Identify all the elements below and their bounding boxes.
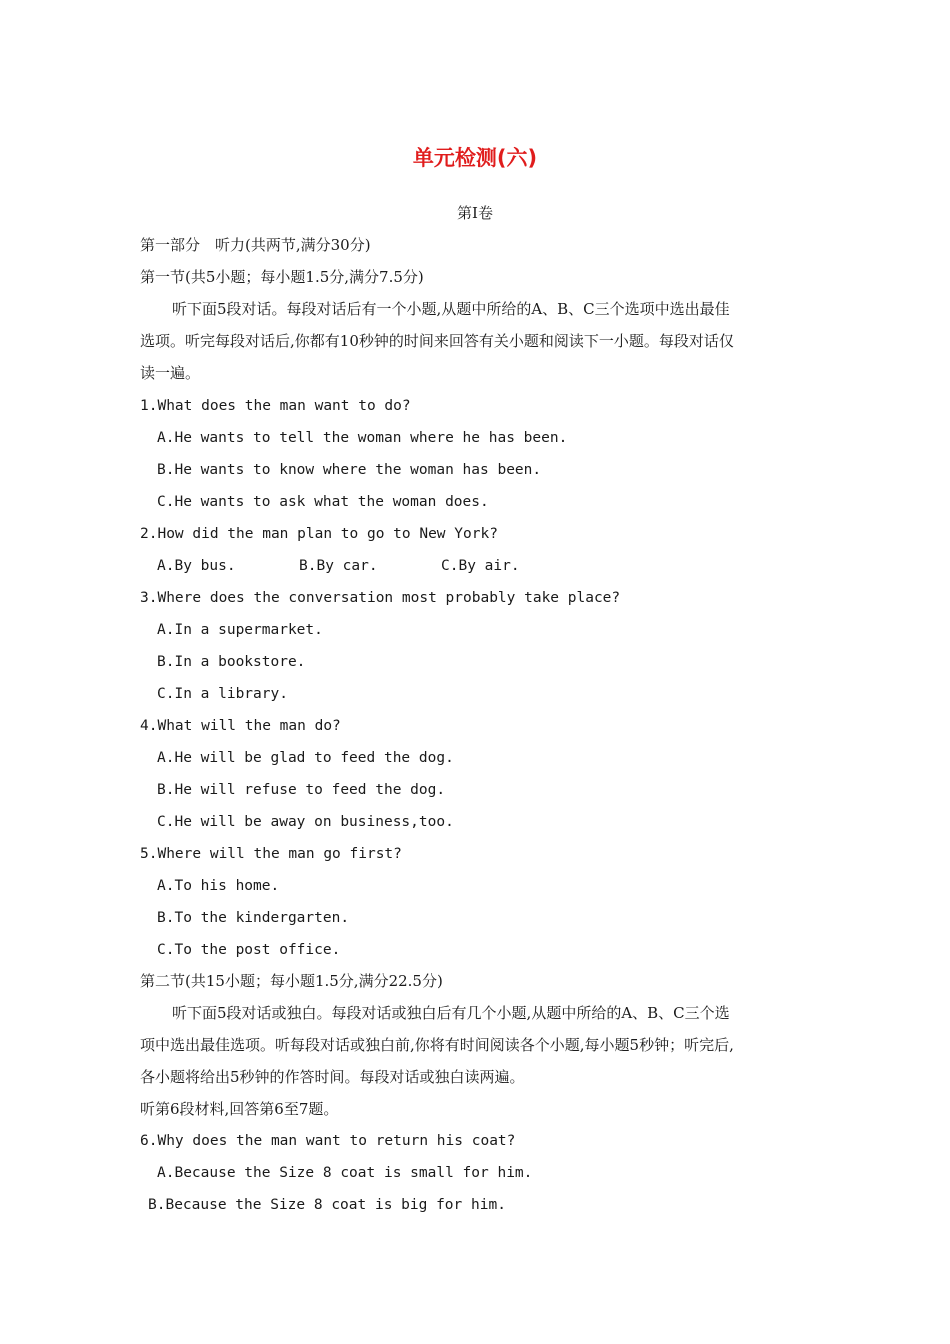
section1-instruction-line: 读一遍。 — [140, 364, 201, 382]
question-4-option-b: B.He will refuse to feed the dog. — [157, 782, 446, 798]
question-5-option-b: B.To the kindergarten. — [157, 910, 350, 926]
question-2-option-a: A.By bus. — [157, 558, 236, 574]
section2-heading: 第二节(共15小题；每小题1.5分,满分22.5分) — [140, 972, 443, 990]
question-6-option-b: B.Because the Size 8 coat is big for him. — [148, 1197, 506, 1213]
section1-heading: 第一节(共5小题；每小题1.5分,满分7.5分) — [140, 268, 424, 286]
question-5-option-c: C.To the post office. — [157, 942, 341, 958]
material-6-heading: 听第6段材料,回答第6至7题。 — [140, 1100, 339, 1118]
question-5-stem: 5.Where will the man go first? — [140, 846, 402, 862]
question-5-option-a: A.To his home. — [157, 878, 280, 894]
question-3-option-c: C.In a library. — [157, 686, 288, 702]
question-2-option-c: C.By air. — [441, 558, 520, 574]
question-6-option-a: A.Because the Size 8 coat is small for him. — [157, 1165, 533, 1181]
section1-instruction-line: 选项。听完每段对话后,你都有10秒钟的时间来回答有关小题和阅读下一小题。每段对话仅 — [140, 332, 734, 350]
question-1-option-b: B.He wants to know where the woman has been. — [157, 462, 542, 478]
question-1-option-a: A.He wants to tell the woman where he has been. — [157, 430, 568, 446]
question-6-stem: 6.Why does the man want to return his coat? — [140, 1133, 516, 1149]
section2-instruction-line: 各小题将给出5秒钟的作答时间。每段对话或独白读两遍。 — [140, 1068, 525, 1086]
question-4-stem: 4.What will the man do? — [140, 718, 341, 734]
question-3-stem: 3.Where does the conversation most probably take place? — [140, 590, 621, 606]
question-3-option-b: B.In a bookstore. — [157, 654, 306, 670]
section2-instruction-line: 项中选出最佳选项。听每段对话或独白前,你将有时间阅读各个小题,每小题5秒钟；听完后, — [140, 1036, 734, 1054]
part1-heading: 第一部分 听力(共两节,满分30分) — [140, 236, 371, 254]
question-1-stem: 1.What does the man want to do? — [140, 398, 411, 414]
question-2-options — [157, 555, 520, 577]
volume-label: 第Ⅰ卷 — [457, 204, 493, 222]
section2-instruction-line: 听下面5段对话或独白。每段对话或独白后有几个小题,从题中所给的A、B、C三个选 — [172, 1004, 730, 1022]
question-4-option-a: A.He will be glad to feed the dog. — [157, 750, 454, 766]
section1-instruction-line: 听下面5段对话。每段对话后有一个小题,从题中所给的A、B、C三个选项中选出最佳 — [172, 300, 730, 318]
question-4-option-c: C.He will be away on business,too. — [157, 814, 454, 830]
question-2-option-b: B.By car. — [299, 558, 378, 574]
question-3-option-a: A.In a supermarket. — [157, 622, 323, 638]
doc-title: 单元检测(六) — [412, 146, 538, 170]
question-1-option-c: C.He wants to ask what the woman does. — [157, 494, 489, 510]
question-2-stem: 2.How did the man plan to go to New York? — [140, 526, 498, 542]
